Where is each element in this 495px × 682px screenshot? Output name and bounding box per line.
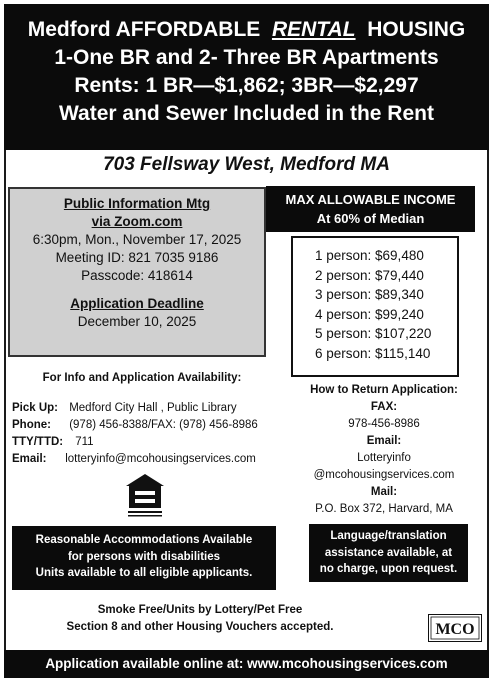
- return-fax: 978-456-8986: [348, 418, 420, 430]
- return-email-line-2[interactable]: @mcohousingservices.com: [313, 469, 455, 481]
- meeting-time: 6:30pm, Mon., November 17, 2025: [32, 232, 242, 247]
- mco-logo: [428, 614, 482, 642]
- contact-email-link[interactable]: lotteryinfo@mcohousingservices.com: [65, 453, 256, 465]
- header-line-3: Rents: 1 BR—$1,862; 3BR—$2,297: [74, 74, 419, 97]
- meeting-passcode: Passcode: 418614: [81, 268, 193, 283]
- header-line-4: Water and Sewer Included in the Rent: [59, 102, 434, 125]
- return-mail-address: P.O. Box 372, Harvard, MA: [315, 503, 453, 515]
- meeting-title: Public Information Mtg: [63, 196, 211, 211]
- meeting-platform: via Zoom.com: [91, 214, 183, 229]
- income-row: 2 person: $79,440: [315, 267, 424, 283]
- equal-housing-opportunity-icon: [124, 472, 166, 518]
- mco-logo-text: MCO: [435, 621, 475, 638]
- income-row: 5 person: $107,220: [315, 326, 432, 341]
- income-table: [291, 236, 459, 377]
- contact-heading: For Info and Application Availability:: [42, 372, 242, 384]
- header-line-1: Medford AFFORDABLE RENTAL HOUSING: [27, 18, 466, 41]
- meeting-id: Meeting ID: 821 7035 9186: [55, 250, 219, 265]
- income-row: 6 person: $115,140: [315, 345, 431, 361]
- return-application-info: How to Return Application: FAX: 978-456-8986 Email: Lotteryinfo @mcohousingservices.com Mail: P.O. Box 372, Harvard, MA: [297, 382, 471, 518]
- income-heading: MAX ALLOWABLE INCOME At 60% of Median: [266, 186, 475, 232]
- accommodations-box: Reasonable Accommodations Available for persons with disabilities Units available to all eligible applicants.: [12, 526, 276, 590]
- header-line-2: 1-One BR and 2- Three BR Apartments: [54, 46, 439, 69]
- tty-row: TTY/TTD: 711: [12, 436, 94, 448]
- return-heading: How to Return Application:: [310, 384, 458, 396]
- meeting-info-box: [8, 187, 266, 357]
- property-address: 703 Fellsway West, Medford MA: [103, 154, 390, 175]
- deadline-title: Application Deadline: [70, 296, 204, 311]
- email-row: Email: lotteryinfo@mcohousingservices.com: [12, 453, 256, 465]
- contact-info: [12, 400, 258, 468]
- income-row: 3 person: $89,340: [315, 287, 424, 302]
- header-rental-emphasis: RENTAL: [271, 18, 356, 41]
- income-row: 1 person: $69,480: [315, 248, 424, 263]
- footer-banner[interactable]: Application available online at: www.mcohousingservices.com: [4, 650, 489, 678]
- header-banner: [4, 4, 489, 150]
- return-email-line-1[interactable]: Lotteryinfo: [357, 452, 411, 464]
- pickup-row: Pick Up: Medford City Hall , Public Library: [12, 402, 237, 414]
- phone-row: Phone: (978) 456-8388/FAX: (978) 456-8986: [12, 419, 258, 431]
- language-assistance-box: Language/translation assistance available, at no charge, upon request.: [309, 524, 468, 582]
- deadline-date: December 10, 2025: [77, 314, 197, 329]
- income-row: 4 person: $99,240: [315, 306, 424, 322]
- policy-notes: Smoke Free/Units by Lottery/Pet Free Section 8 and other Housing Vouchers accepted.: [66, 604, 334, 633]
